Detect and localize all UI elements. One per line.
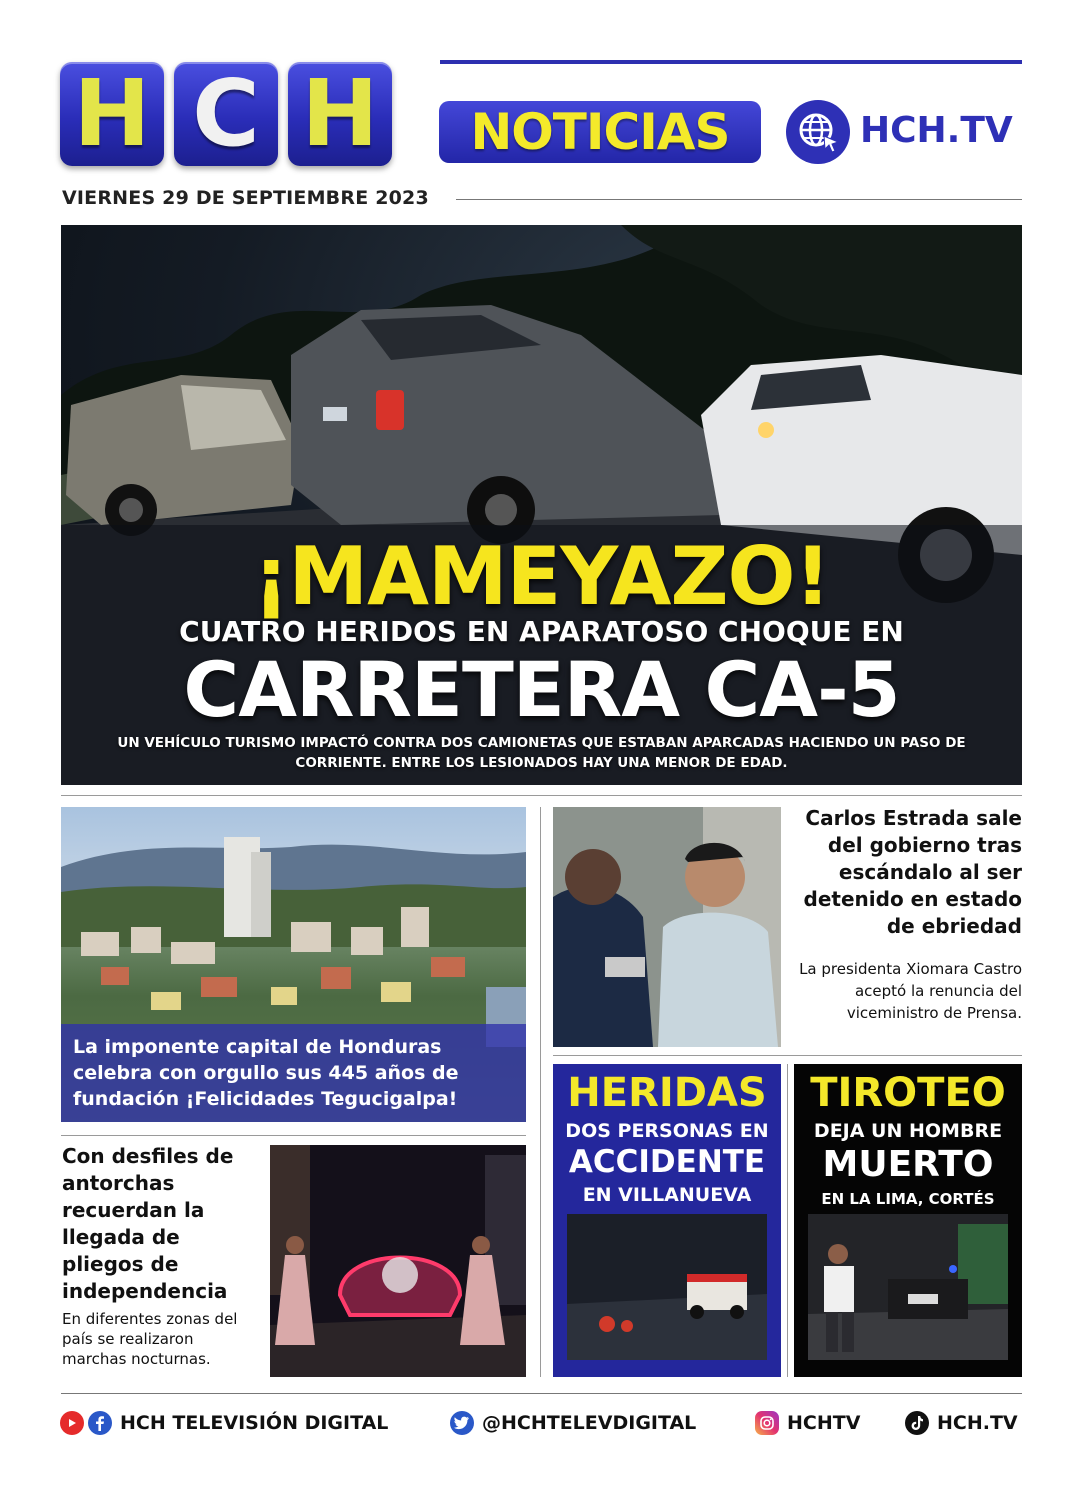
heridas-line1: DOS PERSONAS EN bbox=[565, 1120, 769, 1142]
heridas-line2: ACCIDENTE bbox=[568, 1144, 766, 1180]
footer-twitter-group[interactable] bbox=[450, 1408, 696, 1438]
tiroteo-line3: EN LA LIMA, CORTÉS bbox=[821, 1190, 995, 1208]
tiktok-icon[interactable] bbox=[905, 1411, 929, 1435]
detention-illustration bbox=[553, 807, 781, 1047]
carlos-estrada-summary: La presidenta Xiomara Castro aceptó la renuncia del viceministro de Prensa. bbox=[799, 960, 1022, 1022]
hero-photo-crash bbox=[61, 225, 1022, 785]
carlos-estrada-headline: Carlos Estrada sale del gobierno tras escándalo al ser detenido en estado de ebriedad bbox=[803, 806, 1022, 938]
heridas-photo bbox=[567, 1214, 767, 1360]
youtube-icon[interactable] bbox=[60, 1411, 84, 1435]
date-rule bbox=[456, 199, 1022, 200]
website-label[interactable]: HCH.TV bbox=[860, 110, 1013, 151]
header-top-rule bbox=[440, 60, 1022, 64]
logo-letter-h2: H bbox=[288, 62, 392, 166]
box-divider bbox=[787, 1064, 788, 1377]
tiroteo-photo bbox=[808, 1214, 1008, 1360]
footer-tiktok-group[interactable] bbox=[905, 1408, 1018, 1438]
crime-scene-illustration bbox=[808, 1214, 1008, 1360]
globe-cursor-icon[interactable] bbox=[786, 100, 850, 164]
heridas-title: HERIDAS bbox=[567, 1070, 767, 1116]
tegucigalpa-photo bbox=[61, 807, 526, 1122]
logo-letter-c: C bbox=[174, 62, 278, 166]
instagram-icon[interactable] bbox=[755, 1411, 779, 1435]
hero-subheadline: CUATRO HERIDOS EN APARATOSO CHOQUE EN bbox=[179, 615, 904, 648]
ambulance-illustration bbox=[567, 1214, 767, 1360]
logo-letter-h1: H bbox=[60, 62, 164, 166]
noticias-badge: NOTICIAS bbox=[439, 101, 761, 163]
right-section-rule bbox=[553, 1055, 1022, 1056]
footer-instagram-group[interactable] bbox=[755, 1408, 860, 1438]
footer-rule bbox=[61, 1393, 1022, 1394]
hero-caption: UN VEHÍCULO TURISMO IMPACTÓ CONTRA DOS CAMIONETAS QUE ESTABAN APARCADAS HACIENDO UN PASO DE CORRIENTE. ENTRE LOS LESIONADOS HAY UNA MENOR DE EDAD. bbox=[117, 735, 966, 771]
tiroteo-line2: MUERTO bbox=[822, 1144, 994, 1185]
hero-headline: ¡MAMEYAZO! bbox=[253, 530, 830, 623]
antorchas-summary: En diferentes zonas del país se realizaron marchas nocturnas. bbox=[62, 1310, 238, 1368]
tiroteo-title: TIROTEO bbox=[810, 1070, 1006, 1116]
twitter-icon[interactable] bbox=[450, 1411, 474, 1435]
issue-date: VIERNES 29 DE SEPTIEMBRE 2023 bbox=[62, 187, 429, 209]
facebook-handle[interactable]: HCH TELEVISIÓN DIGITAL bbox=[120, 1412, 389, 1434]
hero-bottom-rule bbox=[61, 795, 1022, 796]
footer-facebook-group[interactable] bbox=[60, 1408, 388, 1438]
twitter-handle[interactable]: @HCHTELEVDIGITAL bbox=[482, 1412, 697, 1434]
instagram-handle[interactable]: HCHTV bbox=[787, 1412, 861, 1434]
antorchas-headline: Con desfiles de antorchas recuerdan la llegada de pliegos de independencia bbox=[62, 1144, 234, 1303]
left-section-rule bbox=[61, 1135, 526, 1136]
tiroteo-news-box bbox=[794, 1064, 1022, 1377]
carlos-estrada-photo bbox=[553, 807, 781, 1047]
heridas-news-box bbox=[553, 1064, 781, 1377]
tegucigalpa-caption: La imponente capital de Honduras celebra con orgullo sus 445 años de fundación ¡Felicidades Tegucigalpa! bbox=[61, 1024, 526, 1122]
tiktok-handle[interactable]: HCH.TV bbox=[937, 1412, 1018, 1434]
heridas-line3: EN VILLANUEVA bbox=[582, 1184, 752, 1206]
column-divider bbox=[540, 807, 541, 1377]
parade-illustration bbox=[270, 1145, 526, 1377]
antorchas-parade-photo bbox=[270, 1145, 526, 1377]
tiroteo-line1: DEJA UN HOMBRE bbox=[813, 1120, 1003, 1142]
facebook-icon[interactable] bbox=[88, 1411, 112, 1435]
hero-big-headline: CARRETERA CA-5 bbox=[183, 645, 900, 734]
hch-logo bbox=[60, 62, 392, 166]
